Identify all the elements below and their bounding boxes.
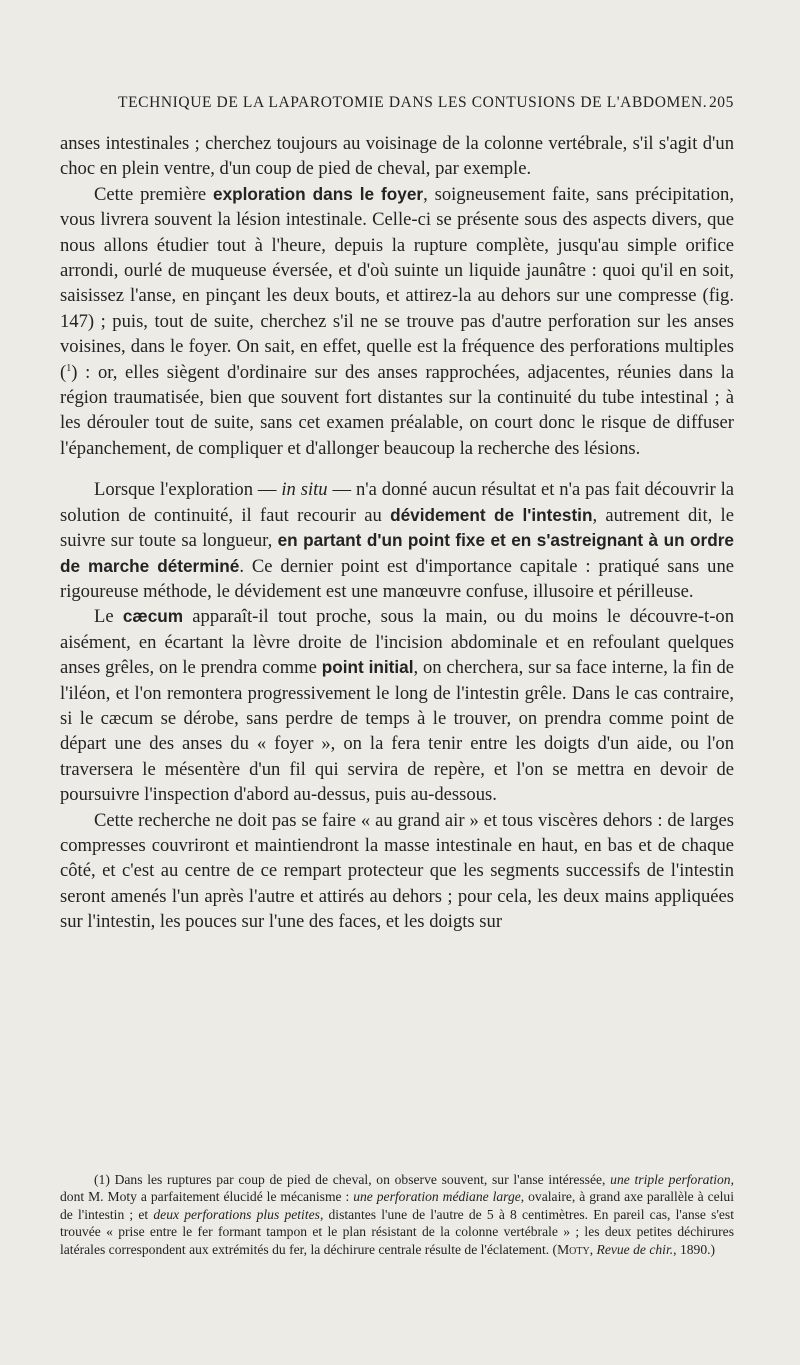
paragraph-2: [60, 182, 734, 461]
text-run: , on cherchera, sur sa face interne, la fin de l'iléon, et l'on remontera progressivement le long de l'intestin grêle. Dans le cas contraire, si le cæcum se dérobe, sans perdre de temps à le trouver, on prendra comme point de départ une des anses du « foyer », on la fera tenir entre les doigts d'un aide, ou l'on traversera le mésentère d'un fil qui servira de repère, et l'on se mettra en devoir de poursuivre l'inspection d'abord au-dessus, puis au-dessous.: [60, 657, 735, 806]
footnote-text: [60, 1171, 734, 1258]
italic-term: une triple perforation: [610, 1172, 731, 1187]
paragraph-1: anses intestinales ; cherchez toujours au voisinage de la colonne vertébrale, s'il s'agit d'un choc en plein ventre, d'un coup de pied de cheval, par exemple.: [60, 133, 734, 180]
text-run: , 1890.): [673, 1241, 716, 1257]
text-run: . Ce dernier point est d'importance capitale : pratiqué sans une rigoureuse méthode, le dévidement est une manœuvre confuse, illusoire et périlleuse.: [60, 555, 734, 602]
text-run: Cette première: [94, 183, 214, 205]
main-text: [60, 131, 734, 935]
page-number: 205: [708, 94, 734, 111]
text-run: apparaît-il tout proche, sous la main, ou du moins le découvre-t-on aisément, en écartant la lèvre droite de l'incision abdominale et en refoulant quelques anses grêles, on le prendra comme: [60, 606, 734, 679]
text-run: — n'a donné aucun résultat et n'a pas fait découvrir la solution de continuité, il faut recourir au: [60, 479, 734, 526]
journal-title: Revue de chir.: [596, 1241, 674, 1257]
bold-term: exploration dans le foyer: [213, 183, 424, 204]
italic-term: une perforation médiane large: [353, 1189, 521, 1205]
footnote: [60, 1171, 734, 1258]
italic-term: in situ: [281, 479, 328, 501]
text-run: , soigneusement faite, sans précipitation, vous livrera souvent la lésion intestinale. Celle-ci se présente sous des aspects divers, que nous allons étudier tout à l'heure, depuis la rupture complète, jusqu'au simple orifice arrondi, ourlé de muqueuse éversée, et d'où suinte un liquide jaunâtre : quoi qu'il en soit, saisissez l'anse, en pinçant les deux bouts, et attirez-la au dehors sur une compresse (fig. 147) ; puis, tout de suite, cherchez s'il ne se trouve pas d'autre perforation sur les anses voisines, dans le foyer. On sait, en effet, quelle est la fréquence des perforations multiples (: [60, 183, 734, 383]
bold-term: cæcum: [122, 606, 184, 627]
text-run: ) : or, elles siègent d'ordinaire sur des anses rapprochées, adjacentes, réunies dans la région traumatisée, bien que souvent fort distantes sur la continuité du tube intestinal ; à les dérouler tout de suite, sans cet examen préalable, on court donc le risque de diffuser l'épanchement, de compliquer et d'allonger beaucoup la recherche des lésions.: [60, 361, 734, 459]
text-run: Le: [94, 606, 123, 628]
text-run: ,: [589, 1241, 597, 1257]
text-run: Lorsque l'exploration —: [94, 479, 282, 501]
paragraph-5: Cette recherche ne doit pas se faire « au grand air » et tous viscères dehors : de larges compresses couvriront et maintiendront la masse intestinale en haut, en bas et de chaque côté, et c'est au centre de ce rempart protecteur que les segments successifs de l'intestin seront amenés l'un après l'autre et attirés au dehors ; pour cela, les deux mains appliquées sur l'intestin, les pouces sur l'une des faces, et les doigts sur: [60, 809, 734, 933]
text-run: Dans les ruptures par coup de pied de cheval, on observe souvent, sur l'anse intéressée,: [109, 1172, 611, 1187]
text-run: , ovalaire, à grand axe parallèle à celui de l'intestin ; et: [60, 1189, 734, 1222]
text-run: , distantes l'une de l'autre de 5 à 8 centimètres. En pareil cas, l'anse s'est trouvée « prise entre le fer formant tampon et le plan résistant de la colonne vertébrale » ; les deux petites déchirures latérales correspondent aux extrémités du fer, la déchirure centrale résulte de l'éclatement. (: [60, 1206, 734, 1257]
bold-term: point initial: [321, 657, 414, 678]
text-run: , dont M. Moty a parfaitement élucidé le mécanisme :: [60, 1172, 734, 1205]
text-run: , autrement dit, le suivre sur toute sa longueur,: [60, 504, 734, 552]
italic-term: deux perforations plus petites: [153, 1206, 320, 1222]
paragraph-3: [60, 477, 734, 604]
author-name: Moty: [557, 1241, 590, 1257]
footnote-ref: 1: [66, 362, 72, 374]
running-title: TECHNIQUE DE LA LAPAROTOMIE DANS LES CONTUSIONS DE L'ABDOMEN.: [118, 94, 708, 111]
bold-term: dévidement de l'intestin: [390, 504, 593, 525]
footnote-mark: (1): [94, 1172, 110, 1187]
paragraph-4: [60, 604, 734, 807]
bold-term: en partant d'un point fixe et en s'astreignant à un ordre de marche déterminé: [60, 530, 734, 576]
